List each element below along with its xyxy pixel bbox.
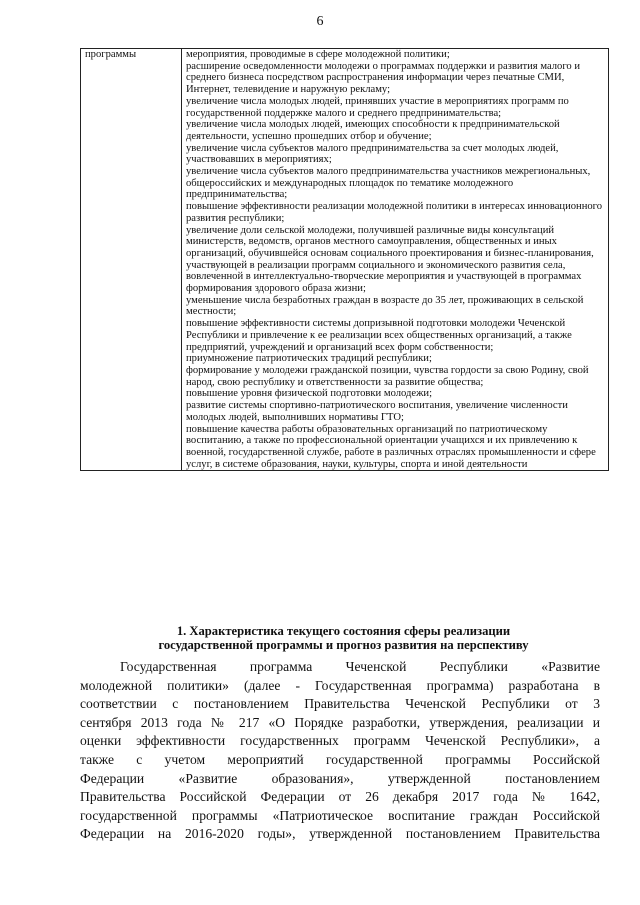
- paragraph-line: Федерации на 2016-2020 годы», утвержденной постановлением Правительства: [80, 826, 600, 842]
- list-item: увеличение доли сельской молодежи, получившей различные виды консультаций министерств, ведомств, органов местного самоуправления, общественных и иных организаций, обучившейся основам социального проектирования и бизнес-планирования, участвующей в реализации программ социального и экономического развития села, вовлеченной в интеллектуально-творческие мероприятия и участвующей в программах формирования здорового образа жизни;: [186, 224, 594, 295]
- list-item: формирование у молодежи гражданской позиции, чувства гордости за свою Родину, свой народ, свою республику и ответственности за развитие общества;: [186, 364, 589, 388]
- paragraph-line: молодежной политики» (далее - Государственная программа) разработана в: [80, 677, 600, 693]
- list-item: увеличение числа молодых людей, принявших участие в мероприятиях программ по государственной поддержке малого и среднего предпринимательства;: [186, 95, 569, 119]
- table-content-cell: [182, 49, 609, 471]
- table-label-cell: программы: [81, 49, 182, 471]
- paragraph-line: сентября 2013 года № 217 «О Порядке разработки, утверждения, реализации и: [80, 714, 600, 730]
- list-item: мероприятия, проводимые в сфере молодежной политики;: [186, 49, 450, 60]
- paragraph-line: Федерации «Развитие образования», утвержденной постановлением: [80, 770, 600, 786]
- program-table: [80, 48, 609, 471]
- page-number: 6: [316, 14, 324, 29]
- paragraph-line: соответствии с постановлением Правительства Чеченской Республики от 3: [80, 696, 600, 712]
- list-item: увеличение числа субъектов малого предпринимательства участников межрегиональных, общероссийских и международных площадок по тематике молодежного предпринимательства;: [186, 166, 591, 201]
- list-item: увеличение числа субъектов малого предпринимательства за счет молодых людей, участвовавших в мероприятиях;: [186, 142, 559, 166]
- list-item: повышение эффективности системы допризывной подготовки молодежи Чеченской Республики и привлечение к ее реализации всех общественных организаций, а также предприятий, учреждений и организаций всех форм собственности;: [186, 318, 572, 353]
- paragraph-line: также с учетом мероприятий государственной программы Российской: [80, 751, 600, 767]
- body-paragraph: [80, 658, 600, 844]
- list-item: приумножение патриотических традиций республики;: [186, 353, 432, 365]
- table-row: [81, 49, 609, 471]
- list-item: расширение осведомленности молодежи о программах поддержки и развития малого и среднего бизнеса посредством распространения информации через печатные СМИ, Интернет, телевидение и наружную рекламу;: [186, 60, 581, 96]
- section-heading-line: государственной программы и прогноз развития на перспективу: [158, 638, 529, 652]
- list-item: повышение качества работы образовательных организаций по патриотическому воспитанию, а также по профессиональной ориентации учащихся и их привлечению к военной, государственной службе, работе в различных отраслях промышленности и сфере услуг, в системе образования, науки, культуры, спорта и иной деятельности: [186, 423, 596, 470]
- paragraph-line: Правительства Российской Федерации от 26 декабря 2017 года № 1642,: [80, 789, 600, 805]
- section-heading-line: 1. Характеристика текущего состояния сферы реализации: [176, 624, 511, 638]
- paragraph-line: государственной программы «Патриотическое воспитание граждан Российской: [80, 807, 600, 823]
- paragraph-line: оценки эффективности государственных программ Чеченской Республики», а: [80, 733, 600, 749]
- list-item: уменьшение числа безработных граждан в возрасте до 35 лет, проживающих в сельской местности;: [186, 294, 584, 318]
- paragraph-line: Государственная программа Чеченской Республики «Развитие: [120, 659, 600, 674]
- list-item: повышение эффективности реализации молодежной политики в интересах инновационного развития республики;: [186, 201, 603, 224]
- list-item: увеличение числа молодых людей, имеющих способности к предпринимательской деятельности, успешно прошедших отбор и обучение;: [186, 119, 560, 142]
- section-heading: [80, 624, 607, 652]
- list-item: развитие системы спортивно-патриотического воспитания, увеличение численности молодых людей, выполнивших нормативы ГТО;: [186, 400, 568, 423]
- list-item: повышение уровня физической подготовки молодежи;: [186, 388, 433, 400]
